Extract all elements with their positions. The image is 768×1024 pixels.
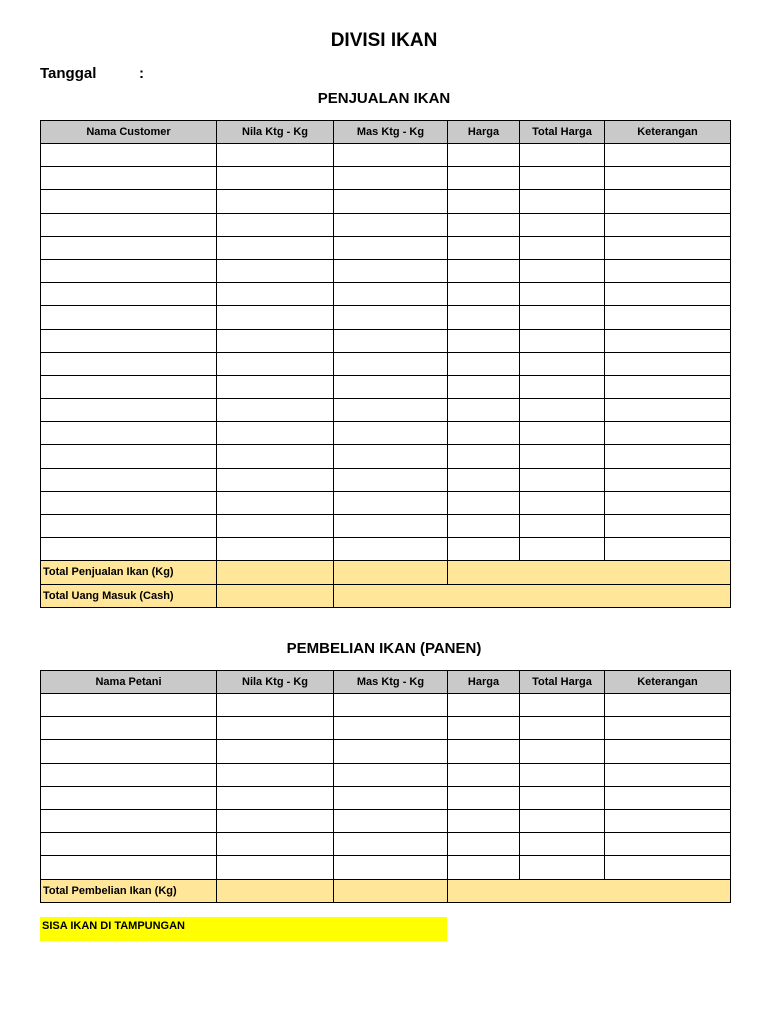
purchase-total-nila-cell[interactable] bbox=[217, 879, 334, 902]
sales-total-harga-cell[interactable] bbox=[520, 190, 605, 213]
purchase-total-harga-cell[interactable] bbox=[520, 717, 605, 740]
sales-total-kg-remark-cell[interactable] bbox=[448, 561, 731, 584]
sales-nila-cell[interactable] bbox=[217, 422, 334, 445]
purchase-table-row bbox=[41, 833, 731, 856]
purchase-table-row bbox=[41, 763, 731, 786]
purchase-keterangan-cell[interactable] bbox=[605, 786, 731, 809]
sales-total-harga-cell[interactable] bbox=[520, 259, 605, 282]
sales-keterangan-cell[interactable] bbox=[605, 236, 731, 259]
sales-rows bbox=[41, 144, 731, 561]
col-header-mas: Mas Ktg - Kg bbox=[334, 121, 448, 144]
sales-mas-cell[interactable] bbox=[334, 422, 448, 445]
sales-mas-cell[interactable] bbox=[334, 213, 448, 236]
purchase-table-row bbox=[41, 786, 731, 809]
purchase-mas-cell[interactable] bbox=[334, 740, 448, 763]
sales-mas-cell[interactable] bbox=[334, 167, 448, 190]
sales-harga-cell[interactable] bbox=[448, 445, 520, 468]
purchase-mas-cell[interactable] bbox=[334, 763, 448, 786]
sales-table-row bbox=[41, 491, 731, 514]
purchase-table-row bbox=[41, 809, 731, 832]
purchase-name-cell[interactable] bbox=[41, 694, 217, 717]
sales-total-harga-cell[interactable] bbox=[520, 352, 605, 375]
sales-nila-cell[interactable] bbox=[217, 352, 334, 375]
sales-total-harga-cell[interactable] bbox=[520, 329, 605, 352]
sales-keterangan-cell[interactable] bbox=[605, 329, 731, 352]
sales-name-cell[interactable] bbox=[41, 167, 217, 190]
purchase-name-cell[interactable] bbox=[41, 717, 217, 740]
purchase-keterangan-cell[interactable] bbox=[605, 740, 731, 763]
sales-name-cell[interactable] bbox=[41, 283, 217, 306]
purchase-total-harga-cell[interactable] bbox=[520, 763, 605, 786]
date-label: Tanggal bbox=[40, 65, 97, 82]
purchase-mas-cell[interactable] bbox=[334, 786, 448, 809]
sales-table-row bbox=[41, 515, 731, 538]
col-header-keterangan: Keterangan bbox=[605, 671, 731, 694]
sales-table-row bbox=[41, 144, 731, 167]
sales-mas-cell[interactable] bbox=[334, 329, 448, 352]
sales-keterangan-cell[interactable] bbox=[605, 213, 731, 236]
purchase-harga-cell[interactable] bbox=[448, 786, 520, 809]
purchase-table-row bbox=[41, 717, 731, 740]
col-header-nama-petani: Nama Petani bbox=[41, 671, 217, 694]
sales-total-cash-remark-cell[interactable] bbox=[334, 584, 731, 607]
sales-mas-cell[interactable] bbox=[334, 375, 448, 398]
sales-total-harga-cell[interactable] bbox=[520, 144, 605, 167]
sales-table-row bbox=[41, 399, 731, 422]
sales-keterangan-cell[interactable] bbox=[605, 422, 731, 445]
sales-section-title: PENJUALAN IKAN bbox=[317, 90, 451, 107]
sales-nila-cell[interactable] bbox=[217, 538, 334, 561]
sales-mas-cell[interactable] bbox=[334, 399, 448, 422]
sales-mas-cell[interactable] bbox=[334, 445, 448, 468]
sales-table bbox=[40, 120, 731, 608]
sales-nila-cell[interactable] bbox=[217, 468, 334, 491]
purchase-nila-cell[interactable] bbox=[217, 856, 334, 879]
sales-keterangan-cell[interactable] bbox=[605, 491, 731, 514]
purchase-harga-cell[interactable] bbox=[448, 717, 520, 740]
sales-total-cash-cell[interactable] bbox=[217, 584, 334, 607]
sales-nila-cell[interactable] bbox=[217, 375, 334, 398]
sales-table-row bbox=[41, 352, 731, 375]
sales-total-harga-cell[interactable] bbox=[520, 445, 605, 468]
sales-table-row bbox=[41, 375, 731, 398]
sales-total-harga-cell[interactable] bbox=[520, 283, 605, 306]
purchase-mas-cell[interactable] bbox=[334, 694, 448, 717]
sales-table-row bbox=[41, 422, 731, 445]
date-colon: : bbox=[139, 65, 144, 82]
sales-total-harga-cell[interactable] bbox=[520, 306, 605, 329]
col-header-nila: Nila Ktg - Kg bbox=[217, 671, 334, 694]
sales-name-cell[interactable] bbox=[41, 352, 217, 375]
sales-mas-cell[interactable] bbox=[334, 283, 448, 306]
sales-header-row bbox=[41, 121, 731, 144]
sales-table-row bbox=[41, 306, 731, 329]
sales-name-cell[interactable] bbox=[41, 491, 217, 514]
sales-mas-cell[interactable] bbox=[334, 491, 448, 514]
sales-harga-cell[interactable] bbox=[448, 515, 520, 538]
sales-total-nila-cell[interactable] bbox=[217, 561, 334, 584]
sales-total-harga-cell[interactable] bbox=[520, 236, 605, 259]
sales-total-harga-cell[interactable] bbox=[520, 213, 605, 236]
purchase-total-harga-cell[interactable] bbox=[520, 694, 605, 717]
sales-keterangan-cell[interactable] bbox=[605, 352, 731, 375]
purchase-mas-cell[interactable] bbox=[334, 833, 448, 856]
sales-harga-cell[interactable] bbox=[448, 422, 520, 445]
purchase-name-cell[interactable] bbox=[41, 856, 217, 879]
sales-mas-cell[interactable] bbox=[334, 259, 448, 282]
sales-keterangan-cell[interactable] bbox=[605, 259, 731, 282]
purchase-keterangan-cell[interactable] bbox=[605, 809, 731, 832]
sales-total-harga-cell[interactable] bbox=[520, 491, 605, 514]
sales-harga-cell[interactable] bbox=[448, 352, 520, 375]
purchase-mas-cell[interactable] bbox=[334, 717, 448, 740]
purchase-keterangan-cell[interactable] bbox=[605, 763, 731, 786]
sales-name-cell[interactable] bbox=[41, 259, 217, 282]
col-header-nila: Nila Ktg - Kg bbox=[217, 121, 334, 144]
purchase-keterangan-cell[interactable] bbox=[605, 717, 731, 740]
sales-name-cell[interactable] bbox=[41, 399, 217, 422]
sales-mas-cell[interactable] bbox=[334, 236, 448, 259]
col-header-mas: Mas Ktg - Kg bbox=[334, 671, 448, 694]
purchase-section-title: PEMBELIAN IKAN (PANEN) bbox=[286, 640, 482, 657]
sales-mas-cell[interactable] bbox=[334, 144, 448, 167]
date-row bbox=[40, 65, 144, 82]
sales-keterangan-cell[interactable] bbox=[605, 445, 731, 468]
sales-total-harga-cell[interactable] bbox=[520, 422, 605, 445]
sales-nila-cell[interactable] bbox=[217, 491, 334, 514]
purchase-total-harga-cell[interactable] bbox=[520, 856, 605, 879]
sales-harga-cell[interactable] bbox=[448, 259, 520, 282]
sales-total-kg-label: Total Penjualan Ikan (Kg) bbox=[41, 561, 217, 584]
purchase-total-mas-cell[interactable] bbox=[334, 879, 448, 902]
sales-harga-cell[interactable] bbox=[448, 167, 520, 190]
purchase-table-row bbox=[41, 740, 731, 763]
purchase-name-cell[interactable] bbox=[41, 786, 217, 809]
purchase-nila-cell[interactable] bbox=[217, 809, 334, 832]
col-header-harga: Harga bbox=[448, 121, 520, 144]
sales-table-row bbox=[41, 236, 731, 259]
purchase-name-cell[interactable] bbox=[41, 809, 217, 832]
sales-name-cell[interactable] bbox=[41, 329, 217, 352]
sales-harga-cell[interactable] bbox=[448, 306, 520, 329]
sales-total-cash-row bbox=[41, 584, 731, 607]
sales-nila-cell[interactable] bbox=[217, 445, 334, 468]
purchase-total-kg-row bbox=[41, 879, 731, 902]
remaining-stock-label: SISA IKAN DI TAMPUNGAN bbox=[40, 917, 447, 941]
sales-keterangan-cell[interactable] bbox=[605, 399, 731, 422]
purchase-keterangan-cell[interactable] bbox=[605, 694, 731, 717]
sales-nila-cell[interactable] bbox=[217, 236, 334, 259]
purchase-harga-cell[interactable] bbox=[448, 809, 520, 832]
sales-mas-cell[interactable] bbox=[334, 468, 448, 491]
sales-mas-cell[interactable] bbox=[334, 306, 448, 329]
purchase-nila-cell[interactable] bbox=[217, 717, 334, 740]
purchase-harga-cell[interactable] bbox=[448, 740, 520, 763]
purchase-total-harga-cell[interactable] bbox=[520, 833, 605, 856]
sales-harga-cell[interactable] bbox=[448, 213, 520, 236]
sales-nila-cell[interactable] bbox=[217, 329, 334, 352]
sales-table-row bbox=[41, 329, 731, 352]
purchase-total-harga-cell[interactable] bbox=[520, 809, 605, 832]
purchase-table-row bbox=[41, 856, 731, 879]
sales-harga-cell[interactable] bbox=[448, 236, 520, 259]
purchase-harga-cell[interactable] bbox=[448, 694, 520, 717]
purchase-harga-cell[interactable] bbox=[448, 856, 520, 879]
sales-name-cell[interactable] bbox=[41, 422, 217, 445]
sales-nila-cell[interactable] bbox=[217, 306, 334, 329]
sales-harga-cell[interactable] bbox=[448, 538, 520, 561]
col-header-harga: Harga bbox=[448, 671, 520, 694]
purchase-mas-cell[interactable] bbox=[334, 856, 448, 879]
purchase-total-kg-label: Total Pembelian Ikan (Kg) bbox=[41, 879, 217, 902]
sales-mas-cell[interactable] bbox=[334, 515, 448, 538]
sales-nila-cell[interactable] bbox=[217, 283, 334, 306]
sales-mas-cell[interactable] bbox=[334, 352, 448, 375]
sales-harga-cell[interactable] bbox=[448, 190, 520, 213]
sales-nila-cell[interactable] bbox=[217, 515, 334, 538]
purchase-table bbox=[40, 670, 731, 903]
purchase-harga-cell[interactable] bbox=[448, 763, 520, 786]
sales-harga-cell[interactable] bbox=[448, 491, 520, 514]
sales-keterangan-cell[interactable] bbox=[605, 468, 731, 491]
sales-keterangan-cell[interactable] bbox=[605, 515, 731, 538]
purchase-nila-cell[interactable] bbox=[217, 694, 334, 717]
sales-harga-cell[interactable] bbox=[448, 283, 520, 306]
sales-total-mas-cell[interactable] bbox=[334, 561, 448, 584]
sales-keterangan-cell[interactable] bbox=[605, 375, 731, 398]
purchase-name-cell[interactable] bbox=[41, 740, 217, 763]
purchase-mas-cell[interactable] bbox=[334, 809, 448, 832]
sales-mas-cell[interactable] bbox=[334, 538, 448, 561]
sales-table-row bbox=[41, 259, 731, 282]
sales-total-kg-row bbox=[41, 561, 731, 584]
sales-table-row bbox=[41, 445, 731, 468]
sales-name-cell[interactable] bbox=[41, 306, 217, 329]
sales-harga-cell[interactable] bbox=[448, 329, 520, 352]
purchase-nila-cell[interactable] bbox=[217, 740, 334, 763]
sales-table-row bbox=[41, 468, 731, 491]
sales-nila-cell[interactable] bbox=[217, 259, 334, 282]
sales-total-harga-cell[interactable] bbox=[520, 468, 605, 491]
sales-nila-cell[interactable] bbox=[217, 190, 334, 213]
col-header-total-harga: Total Harga bbox=[520, 671, 605, 694]
sales-harga-cell[interactable] bbox=[448, 144, 520, 167]
purchase-nila-cell[interactable] bbox=[217, 833, 334, 856]
sales-keterangan-cell[interactable] bbox=[605, 190, 731, 213]
sales-table-row bbox=[41, 190, 731, 213]
sales-total-harga-cell[interactable] bbox=[520, 399, 605, 422]
sales-keterangan-cell[interactable] bbox=[605, 283, 731, 306]
sales-name-cell[interactable] bbox=[41, 144, 217, 167]
sales-nila-cell[interactable] bbox=[217, 399, 334, 422]
sales-table-row bbox=[41, 538, 731, 561]
purchase-nila-cell[interactable] bbox=[217, 763, 334, 786]
col-header-nama-customer: Nama Customer bbox=[41, 121, 217, 144]
purchase-keterangan-cell[interactable] bbox=[605, 856, 731, 879]
sales-table-row bbox=[41, 167, 731, 190]
sales-name-cell[interactable] bbox=[41, 538, 217, 561]
sales-keterangan-cell[interactable] bbox=[605, 144, 731, 167]
sales-mas-cell[interactable] bbox=[334, 190, 448, 213]
sales-total-harga-cell[interactable] bbox=[520, 515, 605, 538]
sales-name-cell[interactable] bbox=[41, 515, 217, 538]
sales-table-row bbox=[41, 283, 731, 306]
sales-table-row bbox=[41, 213, 731, 236]
sales-total-cash-label: Total Uang Masuk (Cash) bbox=[41, 584, 217, 607]
purchase-total-harga-cell[interactable] bbox=[520, 740, 605, 763]
purchase-nila-cell[interactable] bbox=[217, 786, 334, 809]
col-header-keterangan: Keterangan bbox=[605, 121, 731, 144]
sales-total-harga-cell[interactable] bbox=[520, 375, 605, 398]
sales-keterangan-cell[interactable] bbox=[605, 167, 731, 190]
purchase-total-kg-remark-cell[interactable] bbox=[448, 879, 731, 902]
sales-harga-cell[interactable] bbox=[448, 399, 520, 422]
sales-harga-cell[interactable] bbox=[448, 375, 520, 398]
purchase-header-row bbox=[41, 671, 731, 694]
purchase-name-cell[interactable] bbox=[41, 833, 217, 856]
purchase-table-row bbox=[41, 694, 731, 717]
sales-name-cell[interactable] bbox=[41, 445, 217, 468]
purchase-keterangan-cell[interactable] bbox=[605, 833, 731, 856]
sales-harga-cell[interactable] bbox=[448, 468, 520, 491]
document-title: DIVISI IKAN bbox=[330, 30, 438, 51]
col-header-total-harga: Total Harga bbox=[520, 121, 605, 144]
purchase-rows bbox=[41, 694, 731, 880]
purchase-name-cell[interactable] bbox=[41, 763, 217, 786]
sales-keterangan-cell[interactable] bbox=[605, 306, 731, 329]
sales-name-cell[interactable] bbox=[41, 468, 217, 491]
purchase-total-harga-cell[interactable] bbox=[520, 786, 605, 809]
sales-total-harga-cell[interactable] bbox=[520, 167, 605, 190]
sales-name-cell[interactable] bbox=[41, 213, 217, 236]
sales-name-cell[interactable] bbox=[41, 236, 217, 259]
sales-nila-cell[interactable] bbox=[217, 167, 334, 190]
sales-nila-cell[interactable] bbox=[217, 144, 334, 167]
sales-name-cell[interactable] bbox=[41, 375, 217, 398]
sales-total-harga-cell[interactable] bbox=[520, 538, 605, 561]
sales-nila-cell[interactable] bbox=[217, 213, 334, 236]
sales-name-cell[interactable] bbox=[41, 190, 217, 213]
sales-keterangan-cell[interactable] bbox=[605, 538, 731, 561]
purchase-harga-cell[interactable] bbox=[448, 833, 520, 856]
